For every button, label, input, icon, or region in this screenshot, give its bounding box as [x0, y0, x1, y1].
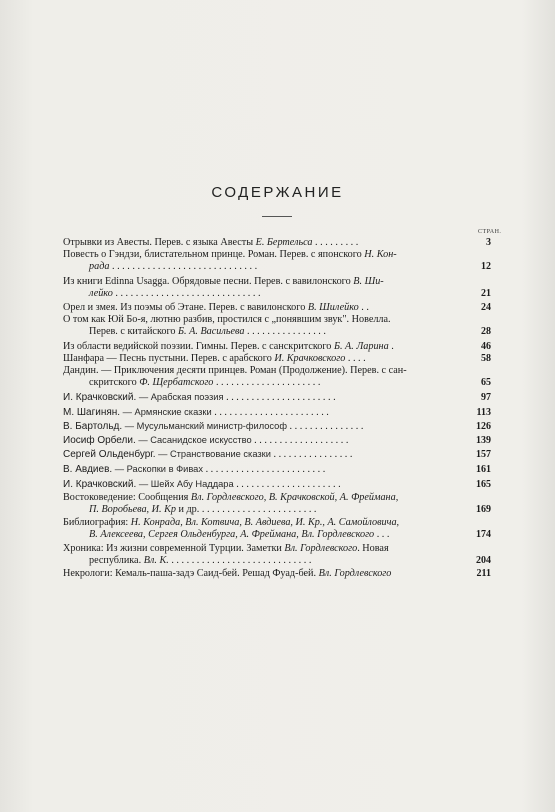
entry-page-number: 12 — [481, 261, 491, 273]
toc-line — [63, 420, 489, 433]
toc-line — [63, 504, 489, 516]
leader-dots: . . . . . . . . . — [312, 237, 359, 248]
entry-translator: Ф. Щербатского — [139, 377, 214, 389]
toc-line — [63, 391, 489, 404]
toc-line — [63, 448, 489, 461]
entry-author: И. Крачковский. — [63, 392, 137, 404]
entry-title: Из книги Edinna Usagga. Обрядовые песни. Перев. с вавилонского — [63, 275, 354, 287]
entry-title: Хроника: Из жизни современной Турции. Заметки — [63, 542, 285, 554]
toc-line — [63, 517, 489, 529]
entry-author: В. Авдиев. — [63, 464, 113, 476]
entry-page-number: 65 — [481, 377, 491, 389]
toc-line — [63, 249, 489, 261]
entry-author: И. Крачковский. — [63, 478, 137, 490]
toc-line — [63, 341, 489, 353]
entry-title: Повесть о Гэндзи, блистательном принце. Роман. Перев. с японского — [63, 249, 365, 261]
entry-author: М. Шагинян. — [63, 406, 121, 418]
entry-title: Шанфара — Песнь пустыни. Перев. с арабского — [63, 352, 275, 364]
entry-page-number: 46 — [481, 340, 491, 352]
entry-title: Перев. с китайского — [89, 326, 179, 338]
toc-entry — [63, 276, 489, 300]
entry-title: — Арабская поэзия — [136, 392, 224, 403]
leader-dots: . . — [358, 302, 369, 314]
entry-author: В. Бартольд. — [63, 420, 123, 432]
toc-line — [63, 434, 489, 447]
entry-title: Отрывки из Авесты. Перев. с языка Авесты — [63, 237, 256, 248]
entry-translator: В. Ши- — [353, 275, 384, 287]
toc-entry — [63, 302, 489, 314]
entry-page-number: 157 — [476, 449, 491, 461]
toc-line — [63, 377, 489, 389]
entry-title: — Сасанидское искусство — [135, 435, 252, 446]
entry-title: — Мусульманский министр-философ — [122, 420, 287, 431]
toc-entry — [63, 543, 489, 567]
leader-dots: . . . . . . . . . . . . . . . . . . . — [251, 435, 349, 447]
entry-title: О том как Юй Бо-я, лютню разбив, простился с „понявшим звук". Новелла. — [63, 314, 391, 326]
entry-page-number: 174 — [476, 529, 491, 541]
entry-title: Дандин. — Приключения десяти принцев. Роман (Продолжение). Перев. с сан- — [63, 365, 407, 377]
leader-dots: . . . . . . . . . . . . . . . . . . . . . . . . — [203, 464, 326, 476]
entry-translator: В. Шилейко — [307, 302, 359, 314]
leader-dots: . . . . . . . . . . . . . . . . . . . . . . . . . . . . . — [109, 261, 258, 273]
toc-entry — [63, 517, 489, 541]
entry-title: Библиография: — [63, 517, 131, 529]
entry-page-number: 139 — [476, 435, 491, 447]
entry-title: — Раскопки в Фивах — [112, 464, 204, 475]
entry-translator: рада — [89, 261, 110, 273]
toc-line — [63, 326, 489, 338]
toc-entry — [63, 249, 489, 273]
entry-page-number: 97 — [481, 392, 491, 404]
entry-translator: Б. А. Ларина — [333, 340, 389, 352]
toc-line — [63, 276, 489, 288]
leader-dots: . . . . . . . . . . . . . . . . . . . . . . . . . . . . — [168, 554, 312, 566]
entry-translator: Вл. Гордлевского, В. Крачковской, А. Фреймана, — [190, 491, 399, 503]
toc-entry — [63, 492, 489, 516]
toc-line — [63, 302, 489, 314]
entry-author: Иосиф Орбели. — [63, 435, 136, 447]
leader-dots: . . . . . . . . . . . . . . . . . . . . . . — [223, 392, 336, 404]
toc-line — [63, 406, 489, 419]
entry-translator: В. Алексеева, Сергея Ольденбурга, А. Фреймана, Вл. Гордлевского — [89, 529, 375, 541]
entry-page-number: 161 — [476, 464, 491, 476]
toc-entry — [63, 314, 489, 338]
entry-translator: Вл. Гордлевского — [318, 568, 392, 580]
toc-line — [63, 478, 489, 491]
title-divider — [262, 216, 292, 217]
entry-page-number: 204 — [476, 554, 491, 566]
entry-page-number: 3 — [486, 237, 491, 248]
entry-page-number: 126 — [476, 420, 491, 432]
entry-title: Некрологи: Кемаль-паша-задэ Саид-бей. Решад Фуад-бей. — [63, 568, 319, 580]
page-column-header: СТРАН. — [478, 229, 502, 235]
toc-line — [63, 568, 489, 580]
entry-page-number: 58 — [481, 352, 491, 364]
entry-translator: Н. Конрада, Вл. Котвича, В. Авдиева, И. Кр., А. Самойловича, — [130, 517, 400, 529]
toc-entry — [63, 568, 489, 580]
toc-entry — [63, 391, 489, 404]
table-of-contents — [63, 237, 489, 580]
entry-title: . Новая — [357, 542, 389, 554]
leader-dots: . — [388, 340, 394, 352]
leader-dots: . . . . . . . . . . . . . . . . . . . . . — [213, 377, 321, 389]
toc-line — [63, 492, 489, 504]
entry-page-number: 165 — [476, 478, 491, 490]
toc-line — [63, 365, 489, 377]
entry-title: — Странствование сказки — [155, 449, 271, 460]
toc-line — [63, 543, 489, 555]
leader-dots: и др. . . . . . . . . . . . . . . . . . . . . . . . — [175, 504, 317, 516]
entry-title: скритского — [89, 377, 140, 389]
toc-line — [63, 314, 489, 326]
entry-translator: И. Крачковского — [274, 352, 346, 364]
toc-line — [63, 529, 489, 541]
entry-page-number: 113 — [476, 406, 491, 418]
entry-page-number: 28 — [481, 326, 491, 338]
entry-page-number: 211 — [476, 568, 491, 580]
toc-entry — [63, 353, 489, 365]
leader-dots: . . . . . . . . . . . . . . . . — [244, 326, 326, 338]
entry-translator: Е. Бертельса — [255, 237, 313, 248]
leader-dots: . . . . . . . . . . . . . . . . . . . . . — [233, 478, 341, 490]
leader-dots: . . . . . . . . . . . . . . . — [286, 420, 364, 432]
entry-page-number: 169 — [476, 504, 491, 516]
entry-title: — Армянские сказки — [120, 406, 212, 417]
entry-title: Из области ведийской поэзии. Гимны. Перев. с санскритского — [63, 340, 334, 352]
toc-entry — [63, 365, 489, 389]
toc-entry — [63, 237, 489, 249]
toc-entry — [63, 463, 489, 476]
entry-translator: П. Воробьева, И. Кр — [89, 504, 176, 516]
leader-dots: . . . . . . . . . . . . . . . . — [270, 449, 353, 461]
toc-entry — [63, 434, 489, 447]
toc-entry — [63, 406, 489, 419]
entry-author: Сергей Ольденбург. — [63, 449, 156, 461]
toc-line — [63, 555, 489, 567]
toc-line — [63, 261, 489, 273]
entry-title: республика. — [89, 554, 144, 566]
toc-entry — [63, 478, 489, 491]
entry-page-number: 24 — [481, 302, 491, 314]
toc-line — [63, 463, 489, 476]
toc-line — [63, 237, 489, 249]
leader-dots: . . . . . . . . . . . . . . . . . . . . . . . — [211, 406, 329, 418]
toc-line — [63, 353, 489, 365]
entry-title: Востоковедение: Сообщения — [63, 491, 191, 503]
toc-entry — [63, 341, 489, 353]
leader-dots: . . . . . . . . . . . . . . . . . . . . . . . . . . . . . — [112, 287, 261, 299]
page-title: СОДЕРЖАНИЕ — [211, 184, 344, 201]
entry-title: — Шейх Абу Наддара — [136, 478, 234, 489]
entry-translator: Вл. К. — [143, 554, 169, 566]
entry-translator: Н. Кон- — [364, 249, 397, 261]
leader-dots: . . . — [374, 529, 390, 541]
toc-entry — [63, 448, 489, 461]
toc-line — [63, 288, 489, 300]
toc-entry — [63, 420, 489, 433]
leader-dots: . . . . — [345, 352, 366, 364]
entry-translator: Б. А. Васильева — [178, 326, 245, 338]
entry-translator: Вл. Гордлевского — [284, 542, 358, 554]
entry-title: Орел и змея. Из поэмы об Этане. Перев. с вавилонского — [63, 302, 308, 314]
entry-page-number: 21 — [481, 287, 491, 299]
entry-translator: лейко — [89, 287, 113, 299]
